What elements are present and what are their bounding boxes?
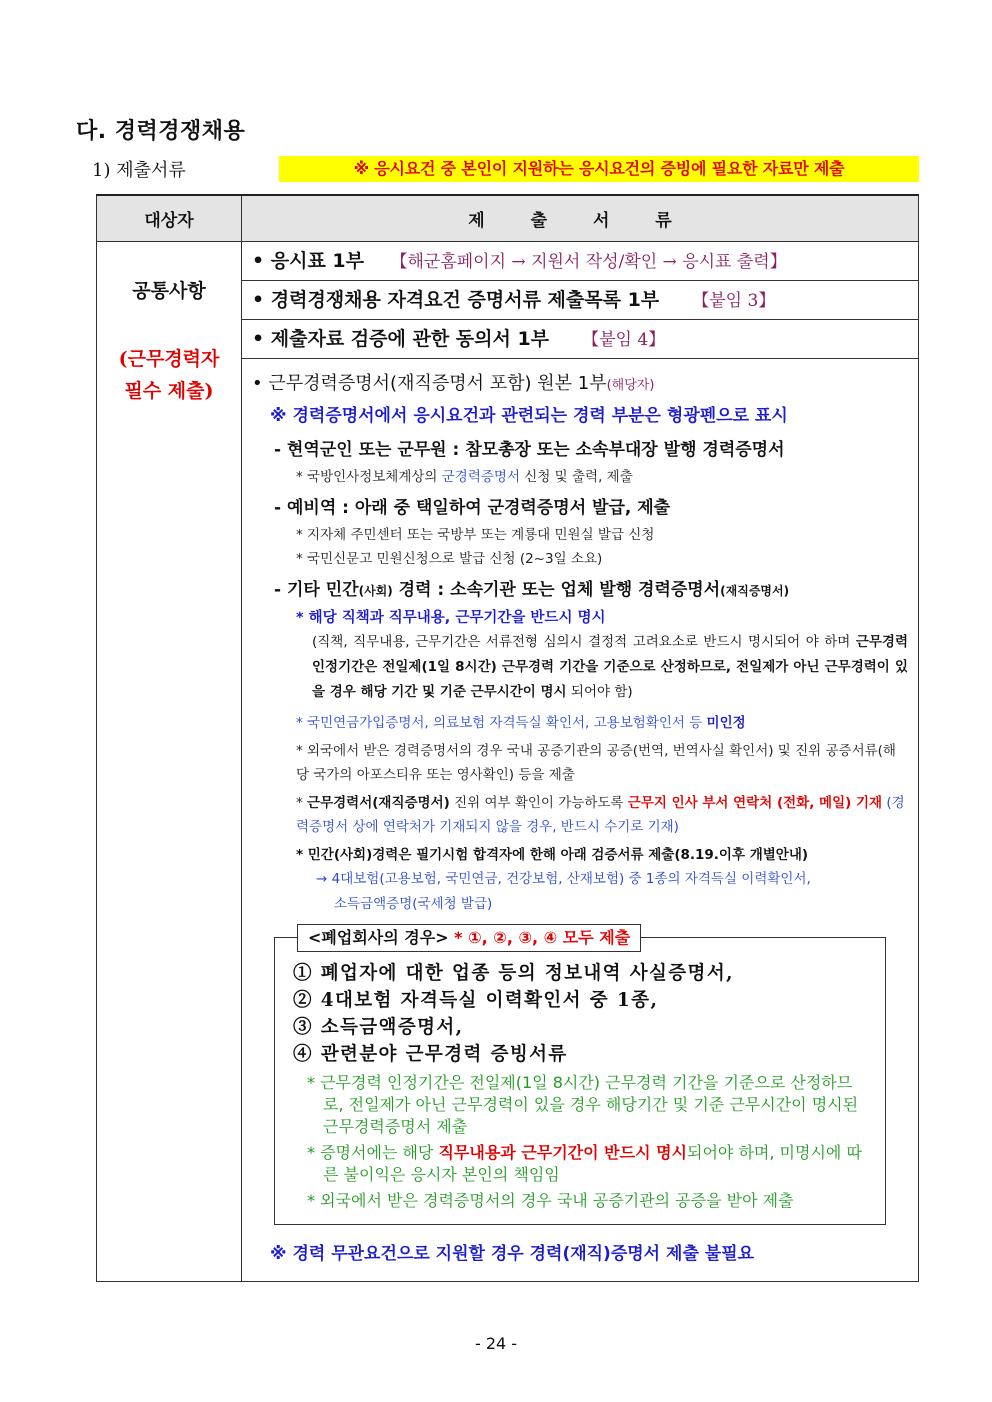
page-number: - 24 -	[474, 1334, 518, 1353]
doc-cell-detail	[242, 358, 919, 1281]
sub-note: * 국민신문고 민원신청으로 발급 신청 (2~3일 소요)	[296, 550, 603, 567]
reserve-item: - 예비역 : 아래 중 택일하여 군경력증명서 발급, 제출	[274, 497, 671, 518]
green-note: * 증명서에는 해당 직무내용과 근무기간이 반드시 명시되어야 하며, 미명시에 따른 불이익은 응시자 본인의 책임임	[307, 1142, 862, 1184]
target-cell	[97, 241, 242, 1281]
active-duty-item: - 현역군인 또는 군무원 : 참모총장 또는 소속부대장 발행 경력증명서	[274, 439, 785, 460]
section-heading: 다. 경력경쟁채용	[76, 119, 246, 144]
sub-note: * 해당 직책과 직무내용, 근무기간을 반드시 명시	[296, 609, 606, 626]
common-label: 공통사항	[132, 279, 206, 302]
sub-note: * 외국에서 받은 경력증명서의 경우 국내 공증기관의 공증(번역, 번역사실 확인서) 및 진위 공증서류(해당 국가의 아포스티유 또는 영사확인) 등을 제출	[296, 742, 896, 783]
highlight-instruction: ※ 경력증명서에서 응시요건과 관련되는 경력 부분은 형광펜으로 표시	[270, 405, 788, 426]
item-qualification-list: • 경력경쟁채용 자격요건 증명서류 제출목록 1부	[252, 288, 660, 311]
arrow-note: 소득금액증명(국세청 발급)	[334, 895, 493, 912]
item-note: 【해군홈페이지 → 지원서 작성/확인 → 응시표 출력】	[390, 251, 787, 272]
required-note-line2: 필수 제출)	[124, 379, 214, 402]
green-note: * 외국에서 받은 경력증명서의 경우 국내 공증기관의 공증을 받아 제출	[307, 1190, 794, 1210]
required-note-line1: (근무경력자	[118, 347, 220, 370]
sub-note: * 지자체 주민센터 또는 국방부 또는 계룡대 민원실 발급 신청	[296, 526, 655, 543]
explanation-paragraph: (직책, 직무내용, 근무기간은 서류전형 심의시 결정적 고려요소로 반드시 명시되어 야 하며 근무경력 인정기간은 전일제(1일 8시간) 근무경력 기간을 기준으로 산정하므로, 전일제가 아닌 근무경력이 있을 경우 해당 기간 및 기준 근무시간이 명시 되어야 함)	[312, 633, 908, 700]
table-row	[97, 241, 919, 280]
item-consent-form: • 제출자료 검증에 관한 동의서 1부	[252, 327, 550, 350]
highlight-notice: ※ 응시요건 중 본인이 지원하는 응시요건의 증빙에 필요한 자료만 제출	[279, 156, 919, 182]
list-item	[242, 242, 918, 280]
subsection-heading: 1) 제출서류	[92, 160, 186, 181]
career-detail	[242, 359, 918, 1281]
civilian-item: - 기타 민간(사회) 경력 : 소속기관 또는 업체 발행 경력증명서(재직증명서)	[274, 579, 790, 600]
column-header-documents: 제 출 서 류	[242, 195, 919, 241]
column-header-target: 대상자	[97, 195, 242, 241]
closed-company-box	[274, 927, 886, 1225]
green-note: * 근무경력 인정기간은 전일제(1일 8시간) 근무경력 기간을 기준으로 산정하므로, 전일제가 아닌 근무경력이 있을 경우 해당기간 및 기준 근무시간이 명시된 근무경력증명서 제출	[307, 1072, 859, 1136]
doc-cell	[242, 319, 919, 358]
doc-cell	[242, 241, 919, 280]
required-note	[97, 343, 241, 407]
list-item	[242, 281, 918, 319]
list-item: ④ 관련분야 근무경력 증빙서류	[293, 1043, 568, 1065]
list-item: ③ 소득금액증명서,	[293, 1016, 464, 1038]
list-item	[242, 320, 918, 358]
career-certificate-item: • 근무경력증명서(재직증명서 포함) 원본 1부(해당자)	[252, 372, 655, 394]
sub-note: * 국방인사정보체계상의 군경력증명서 신청 및 출력, 제출	[296, 468, 633, 485]
list-item: ② 4대보험 자격득실 이력확인서 중 1종,	[293, 989, 659, 1011]
list-item: ① 폐업자에 대한 업종 등의 정보내역 사실증명서,	[293, 962, 734, 984]
table-header-row	[97, 195, 919, 241]
sub-note: * 민간(사회)경력은 필기시험 합격자에 한해 아래 검증서류 제출(8.19.이후 개별안내)	[296, 846, 809, 863]
sub-note: * 근무경력서(재직증명서) 진위 여부 확인이 가능하도록 근무지 인사 부서 연락처 (전화, 메일) 기재 (경력증명서 상에 연락처가 기재되지 않을 경우, 반드시 수기로 기재)	[296, 794, 905, 835]
item-note: 【붙임 3】	[692, 290, 776, 311]
closed-company-label: <폐업회사의 경우> * ①, ②, ③, ④ 모두 제출	[297, 924, 641, 952]
item-application-ticket: • 응시표 1부	[252, 249, 365, 272]
documents-table	[96, 194, 919, 1282]
sub-note: * 국민연금가입증명서, 의료보험 자격득실 확인서, 고용보험확인서 등 미인정	[296, 714, 746, 731]
item-note: 【붙임 4】	[582, 329, 666, 350]
doc-cell	[242, 280, 919, 319]
final-note: ※ 경력 무관요건으로 지원할 경우 경력(재직)증명서 제출 불필요	[270, 1243, 755, 1264]
arrow-note: → 4대보험(고용보험, 국민연금, 건강보험, 산재보험) 중 1종의 자격득실 이력확인서,	[316, 870, 811, 887]
